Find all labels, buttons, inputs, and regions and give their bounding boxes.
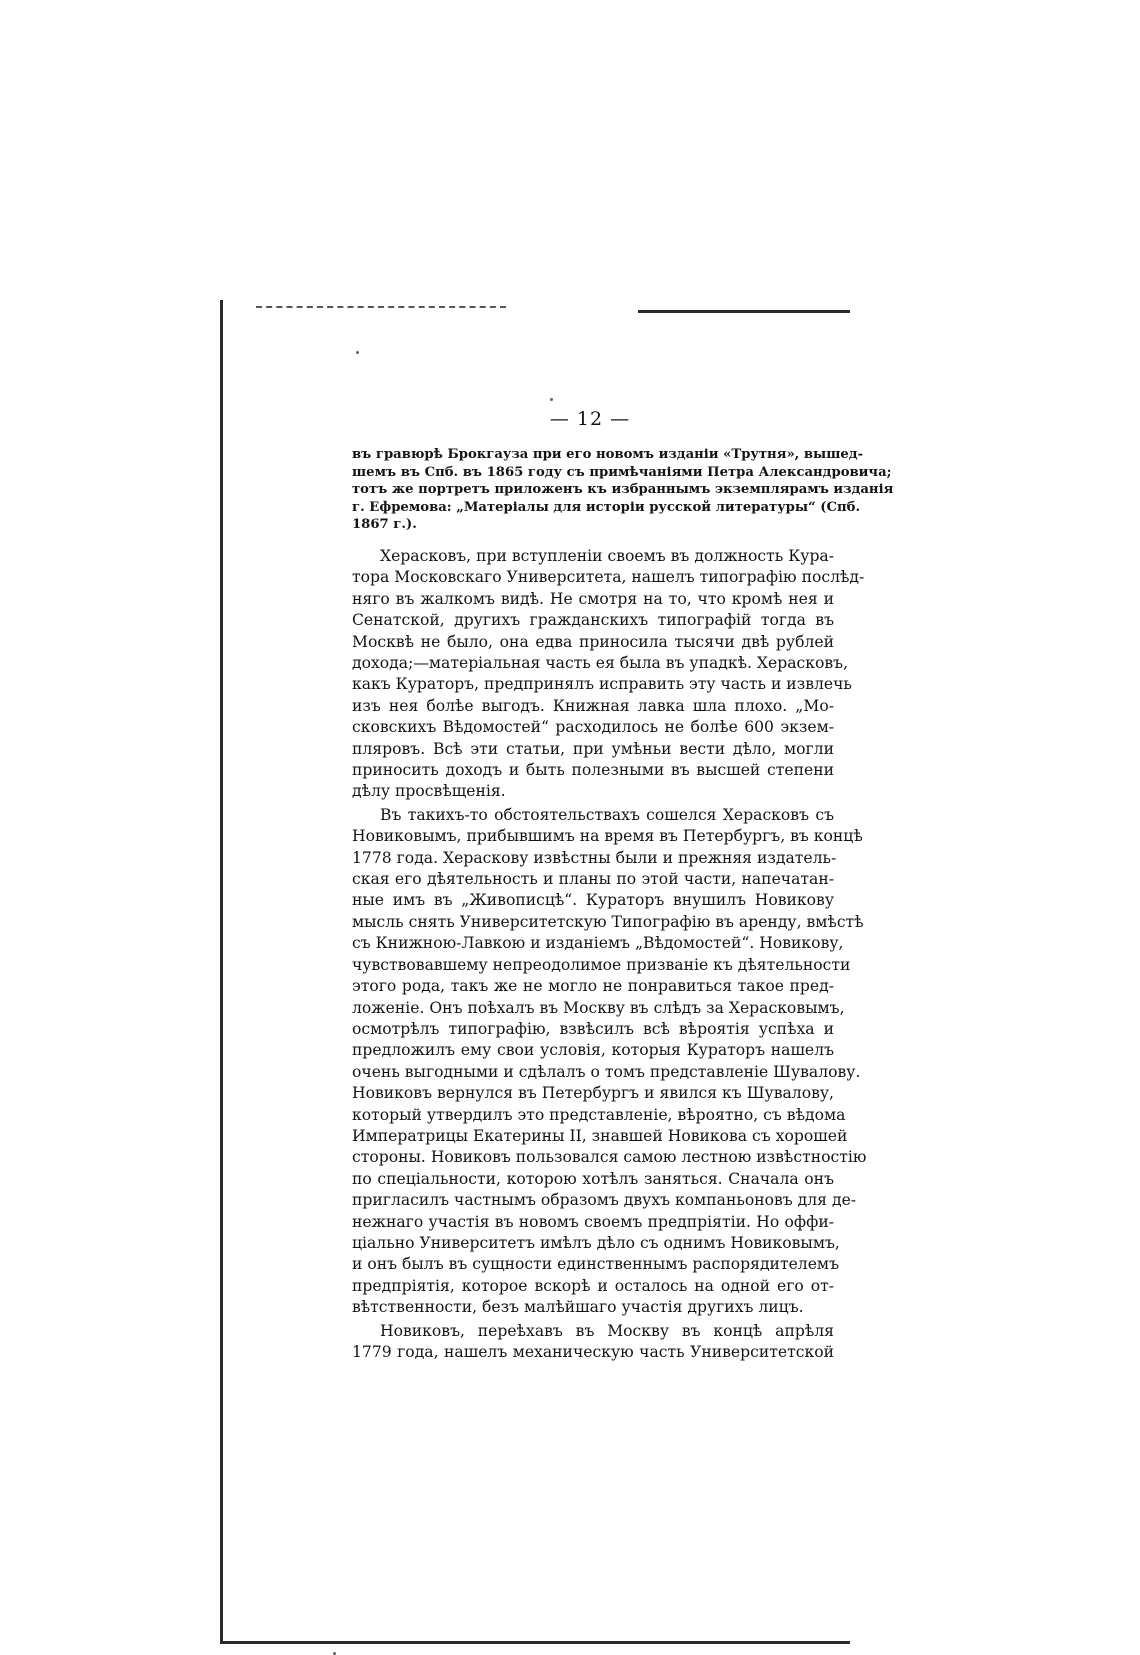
text-line: мысль снять Университетскую Типографію въ аренду, вмѣстѣ — [352, 912, 864, 931]
text-line: пляровъ. Всѣ эти статьи, при умѣньи вести дѣло, могли — [352, 739, 834, 758]
footnote — [352, 446, 894, 534]
footnote-line: въ гравюрѣ Брокгауза при его новомъ изданіи «Трутня», вышед- — [352, 447, 864, 462]
text-line: Москвѣ не было, она едва приносила тысячи двѣ рублей — [352, 632, 834, 651]
text-line: Новиковъ вернулся въ Петербургъ и явился къ Шувалову, — [352, 1084, 834, 1103]
scan-speck — [550, 398, 553, 401]
text-line: стороны. Новиковъ пользовался самою лестною извѣстностію — [352, 1148, 867, 1167]
text-line: дѣлу просвѣщенія. — [352, 782, 506, 801]
page-number: — 12 — — [549, 408, 631, 430]
footnote-line: г. Ефремова: „Матеріалы для исторіи русской литературы“ (Спб. — [352, 499, 861, 515]
top-border-rule — [638, 310, 850, 313]
text-line: какъ Кураторъ, предпринялъ исправить эту часть и извлечь — [352, 675, 852, 694]
text-line: предложилъ ему свои условія, которыя Кураторъ нашелъ — [352, 1041, 834, 1060]
text-line: ложеніе. Онъ поѣхалъ въ Москву въ слѣдъ за Херасковымъ, — [352, 998, 845, 1017]
footnote-line: тотъ же портретъ приложенъ къ избраннымъ экземплярамъ изданія — [352, 482, 894, 498]
text-line: Императрицы Екатерины II, знавшей Новикова съ хорошей — [352, 1126, 848, 1145]
text-line: съ Книжною-Лавкою и изданіемъ „Вѣдомостей“. Новикову, — [352, 934, 844, 953]
footnote-line: шемъ въ Спб. въ 1865 году съ примѣчаніями Петра Александровича; — [352, 464, 892, 480]
text-line: предпріятія, которое вскорѣ и осталось на одной его от- — [352, 1276, 834, 1295]
text-line: нежнаго участія въ новомъ своемъ предпріятіи. Но оффи- — [352, 1212, 834, 1231]
text-line: очень выгодными и сдѣлалъ о томъ представленіе Шувалову. — [352, 1062, 861, 1081]
text-line: Сенатской, другихъ гражданскихъ типографій тогда въ — [352, 611, 834, 630]
text-line: дохода;—матеріальная часть ея была въ упадкѣ. Херасковъ, — [352, 654, 849, 672]
footnote-line: 1867 г.). — [352, 517, 417, 533]
text-line: пригласилъ частнымъ образомъ двухъ компаньоновъ для де- — [352, 1191, 857, 1210]
text-line: по спеціальности, которою хотѣлъ заняться. Сначала онъ — [352, 1169, 834, 1188]
text-line: изъ нея болѣе выгодъ. Книжная лавка шла плохо. „Мо- — [352, 696, 834, 715]
text-line: и онъ былъ въ сущности единственнымъ распорядителемъ — [352, 1255, 839, 1274]
text-line: няго въ жалкомъ видѣ. Не смотря на то, что кромѣ нея и — [352, 589, 834, 608]
text-line: Новиковымъ, прибывшимъ на время въ Петербургъ, въ концѣ — [352, 827, 863, 846]
paragraph-3 — [352, 1321, 834, 1364]
paragraph-2 — [352, 805, 867, 1319]
scan-speck — [356, 351, 359, 354]
text-line: ціально Университетъ имѣлъ дѣло съ однимъ Новиковымъ, — [352, 1233, 840, 1252]
text-line: сковскихъ Вѣдомостей“ расходилось не болѣе 600 экзем- — [352, 718, 834, 737]
text-line: тора Московскаго Университета, нашелъ типографію послѣд- — [352, 568, 865, 587]
text-line: этого рода, такъ же не могло не понравиться такое пред- — [352, 977, 834, 996]
text-line: приносить доходъ и быть полезными въ высшей степени — [352, 761, 834, 780]
text-line: осмотрѣлъ типографію, взвѣсилъ всѣ вѣроятія успѣха и — [352, 1019, 834, 1038]
text-line: 1779 года, нашелъ механическую часть Университетской — [352, 1343, 834, 1361]
text-line: Новиковъ, переѣхавъ въ Москву въ концѣ апрѣля — [380, 1321, 834, 1340]
bottom-border-rule — [220, 1641, 850, 1644]
text-line: ская его дѣятельность и планы по этой части, напечатан- — [352, 870, 834, 889]
text-line: вѣтственности, безъ малѣйшаго участія другихъ лицъ. — [352, 1298, 804, 1317]
text-line: Херасковъ, при вступленіи своемъ въ должность Кура- — [380, 546, 834, 565]
text-line: ные имъ въ „Живописцѣ“. Кураторъ внушилъ Новикову — [352, 891, 834, 910]
text-line: 1778 года. Хераскову извѣстны были и прежняя издатель- — [352, 848, 837, 867]
text-line: который утвердилъ это представленіе, вѣроятно, съ вѣдома — [352, 1105, 846, 1124]
text-line: Въ такихъ-то обстоятельствахъ сошелся Херасковъ съ — [380, 805, 834, 824]
paragraph-1 — [352, 546, 865, 803]
left-border-rule — [220, 300, 223, 1642]
text-line: чувствовавшему непреодолимое призваніе къ дѣятельности — [352, 955, 851, 974]
body-text — [352, 546, 867, 1363]
page-text — [352, 446, 894, 1363]
top-border-dashed — [256, 306, 506, 310]
